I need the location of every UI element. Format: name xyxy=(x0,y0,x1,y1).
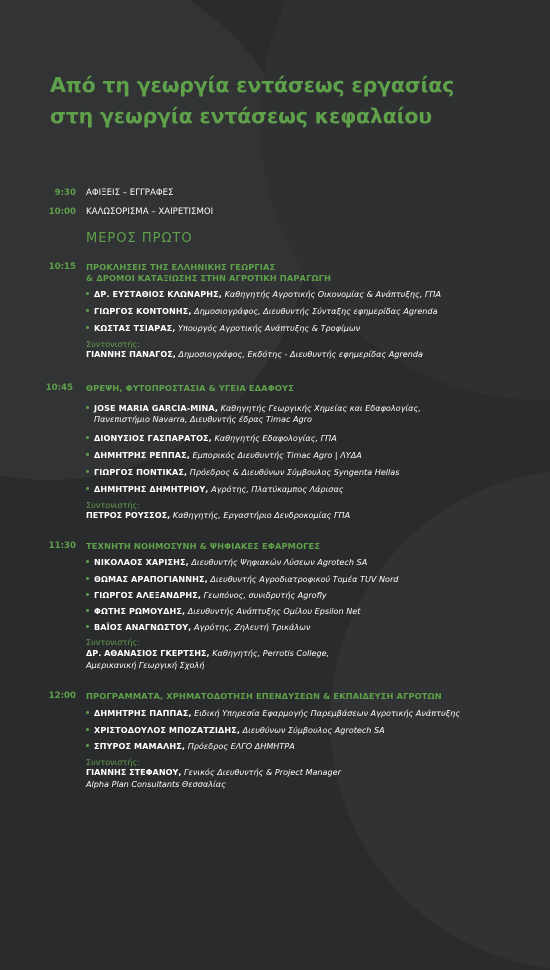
speaker-item xyxy=(86,590,327,600)
bullet-icon xyxy=(86,577,89,580)
moderator-name: ΓΙΑΝΝΗΣ ΠΑΝΑΓΟΣ, xyxy=(86,349,176,359)
moderator-label: Συντονιστής: xyxy=(86,637,141,647)
speaker-item xyxy=(86,606,360,616)
moderator-name: ΔΡ. ΑΘΑΝΑΣΙΟΣ ΓΚΕΡΤΣΗΣ, xyxy=(86,648,210,658)
session-title: & ΔΡΟΜΟΙ ΚΑΤΑΞΙΩΣΗΣ ΣΤΗΝ ΑΓΡΟΤΙΚΗ ΠΑΡΑΓΩΓΗ xyxy=(86,273,332,283)
speaker-name: ΔΡ. ΕΥΣΤΑΘΙΟΣ ΚΛΩΝΑΡΗΣ, xyxy=(94,289,222,299)
time-label: 10:00 xyxy=(48,207,76,217)
speaker-role: Διευθύνων Σύμβουλος Agrotech SA xyxy=(242,725,385,735)
time-label: 9:30 xyxy=(54,188,76,198)
bullet-icon xyxy=(86,609,89,612)
speaker-item xyxy=(86,323,360,333)
speaker-role: Διευθυντής Ψηφιακών Λύσεων Agrotech SA xyxy=(191,557,368,567)
speaker-role: Διευθυντής Αγροδιατροφικού Τομέα TUV Nord xyxy=(210,574,399,584)
speaker-name: ΝΙΚΟΛΑΟΣ ΧΑΡΙΣΗΣ, xyxy=(94,557,189,567)
speaker-name: ΒΑΪΟΣ ΑΝΑΓΝΩΣΤΟΥ, xyxy=(94,622,192,632)
speaker-name: ΔΙΟΝΥΣΙΟΣ ΓΑΣΠΑΡΑΤΟΣ, xyxy=(94,433,212,443)
speaker-role: Δημοσιογράφος, Διευθυντής Σύνταξης εφημερίδας Agrenda xyxy=(194,306,438,316)
bullet-icon xyxy=(86,728,89,731)
speaker-name: ΓΙΩΡΓΟΣ ΠΟΝΤΙΚΑΣ, xyxy=(94,467,188,477)
session-title: ΠΡΟΓΡΑΜΜΑΤΑ, ΧΡΗΜΑΤΟΔΟΤΗΣΗ ΕΠΕΝΔΥΣΕΩΝ & ΕΚΠΑΙΔΕΥΣΗ ΑΓΡΟΤΩΝ xyxy=(86,691,442,701)
bullet-icon xyxy=(86,744,89,747)
moderator xyxy=(86,510,350,520)
speaker-name: JOSE MARIA GARCIA-MINA, xyxy=(94,403,219,413)
title-line-2: στη γεωργία εντάσεως κεφαλαίου xyxy=(50,104,432,128)
session-title: ΠΡΟΚΛΗΣΕΙΣ ΤΗΣ ΕΛΛΗΝΙΚΗΣ ΓΕΩΡΓΙΑΣ xyxy=(86,262,276,272)
moderator xyxy=(86,767,341,777)
page-title xyxy=(50,70,520,132)
speaker-item xyxy=(86,433,337,443)
bullet-icon xyxy=(86,309,89,312)
speaker-name: ΓΙΩΡΓΟΣ ΚΟΝΤΟΝΗΣ, xyxy=(94,306,192,316)
speaker-item xyxy=(86,306,438,316)
speaker-role: Αγρότης, Πλατύκαμπος Λάρισας xyxy=(211,484,344,494)
time-label: 10:15 xyxy=(48,262,76,272)
time-label: 10:45 xyxy=(45,383,73,393)
moderator-label: Συντονιστής: xyxy=(86,500,141,510)
speaker-role-continued: Πανεπιστήμιο Navarra, Διευθυντής έδρας Timac Agro xyxy=(94,414,312,424)
speaker-role: Αγρότης, Ζηλευτή Τρικάλων xyxy=(193,622,311,632)
speaker-name: ΣΠΥΡΟΣ ΜΑΜΑΛΗΣ, xyxy=(94,741,186,751)
speaker-role: Πρόεδρος & Διευθύνων Σύμβουλος Syngenta Hellas xyxy=(189,467,400,477)
part-label: ΜΕΡΟΣ ΠΡΩΤΟ xyxy=(86,231,193,246)
speaker-role: Καθηγητής Εδαφολογίας, ΓΠΑ xyxy=(214,433,337,443)
moderator-role: Δημοσιογράφος, Εκδότης - Διευθυντής εφημερίδας Agrenda xyxy=(178,349,423,359)
moderator-name: ΓΙΑΝΝΗΣ ΣΤΕΦΑΝΟΥ, xyxy=(86,767,182,777)
speaker-name: ΔΗΜΗΤΡΗΣ ΠΑΠΠΑΣ, xyxy=(94,708,192,718)
bullet-icon xyxy=(86,326,89,329)
speaker-item xyxy=(86,622,310,632)
speaker-item xyxy=(86,708,460,718)
agenda-item: ΚΑΛΩΣΟΡΙΣΜΑ – ΧΑΙΡΕΤΙΣΜΟΙ xyxy=(86,207,214,217)
time-label: 12:00 xyxy=(48,691,76,701)
moderator-name: ΠΕΤΡΟΣ ΡΟΥΣΣΟΣ, xyxy=(86,510,171,520)
moderator-label: Συντονιστής: xyxy=(86,757,141,767)
speaker-item xyxy=(86,741,295,751)
speaker-item xyxy=(86,725,385,735)
moderator-role: Καθηγητής, Εργαστήριο Δενδροκομίας ΓΠΑ xyxy=(172,510,351,520)
bullet-icon xyxy=(86,711,89,714)
moderator-role-continued: Alpha Plan Consultants Θεσσαλίας xyxy=(86,779,226,789)
moderator-role: Καθηγητής, Perrotis College, xyxy=(212,648,330,658)
moderator-role-continued: Αμερικανική Γεωργική Σχολή xyxy=(86,660,205,670)
bullet-icon xyxy=(86,625,89,628)
speaker-role: Διευθυντής Ανάπτυξης Ομίλου Epsilon Net xyxy=(187,606,361,616)
bullet-icon xyxy=(86,436,89,439)
speaker-item xyxy=(86,484,344,494)
bullet-icon xyxy=(86,593,89,596)
speaker-role: Πρόεδρος ΕΛΓΟ ΔΗΜΗΤΡΑ xyxy=(187,741,295,751)
agenda-item: ΑΦΙΞΕΙΣ – ΕΓΓΡΑΦΕΣ xyxy=(86,188,174,198)
moderator xyxy=(86,648,329,658)
speaker-role: Καθηγητής Αγροτικής Οικονομίας & Ανάπτυξης, ΓΠΑ xyxy=(224,289,442,299)
moderator-role: Γενικός Διευθυντής & Project Manager xyxy=(184,767,341,777)
speaker-name: ΔΗΜΗΤΡΗΣ ΔΗΜΗΤΡΙΟΥ, xyxy=(94,484,209,494)
bullet-icon xyxy=(86,406,89,409)
speaker-item xyxy=(86,574,398,584)
speaker-item xyxy=(86,467,399,477)
session-title: ΤΕΧΝΗΤΗ ΝΟΗΜΟΣΥΝΗ & ΨΗΦΙΑΚΕΣ ΕΦΑΡΜΟΓΕΣ xyxy=(86,541,321,551)
speaker-role: Εμπορικός Διευθυντής Timac Agro | ΛΥΔΑ xyxy=(192,450,362,460)
title-line-1: Από τη γεωργία εντάσεως εργασίας xyxy=(50,73,455,97)
bullet-icon xyxy=(86,560,89,563)
speaker-name: ΧΡΙΣΤΟΔΟΥΛΟΣ ΜΠΟΖΑΤΖΙΔΗΣ, xyxy=(94,725,240,735)
moderator-label: Συντονιστής: xyxy=(86,339,141,349)
speaker-item xyxy=(86,450,362,460)
bullet-icon xyxy=(86,453,89,456)
speaker-role: Καθηγητής Γεωργικής Χημείας και Εδαφολογίας, xyxy=(220,403,421,413)
time-label: 11:30 xyxy=(48,541,76,551)
speaker-item xyxy=(86,557,367,567)
speaker-name: ΘΩΜΑΣ ΑΡΑΠΟΓΙΑΝΝΗΣ, xyxy=(94,574,208,584)
speaker-role: Ειδική Υπηρεσία Εφαρμογής Παρεμβάσεων Αγροτικής Ανάπτυξης xyxy=(194,708,461,718)
speaker-name: ΓΙΩΡΓΟΣ ΑΛΕΞΑΝΔΡΗΣ, xyxy=(94,590,202,600)
speaker-item xyxy=(86,403,421,413)
speaker-name: ΔΗΜΗΤΡΗΣ ΡΕΠΠΑΣ, xyxy=(94,450,190,460)
speaker-name: ΚΩΣΤΑΣ ΤΣΙΑΡΑΣ, xyxy=(94,323,176,333)
bullet-icon xyxy=(86,487,89,490)
speaker-item xyxy=(86,289,441,299)
bullet-icon xyxy=(86,292,89,295)
speaker-role: Υπουργός Αγροτικής Ανάπτυξης & Τροφίμων xyxy=(178,323,361,333)
speaker-role: Γεωπόνος, συνιδρυτής Agrofly xyxy=(203,590,327,600)
speaker-name: ΦΩΤΗΣ ΡΩΜΟΥΔΗΣ, xyxy=(94,606,186,616)
moderator xyxy=(86,349,423,359)
session-title: ΘΡΕΨΗ, ΦΥΤΟΠΡΟΣΤΑΣΙΑ & ΥΓΕΙΑ ΕΔΑΦΟΥΣ xyxy=(86,383,294,393)
bullet-icon xyxy=(86,470,89,473)
